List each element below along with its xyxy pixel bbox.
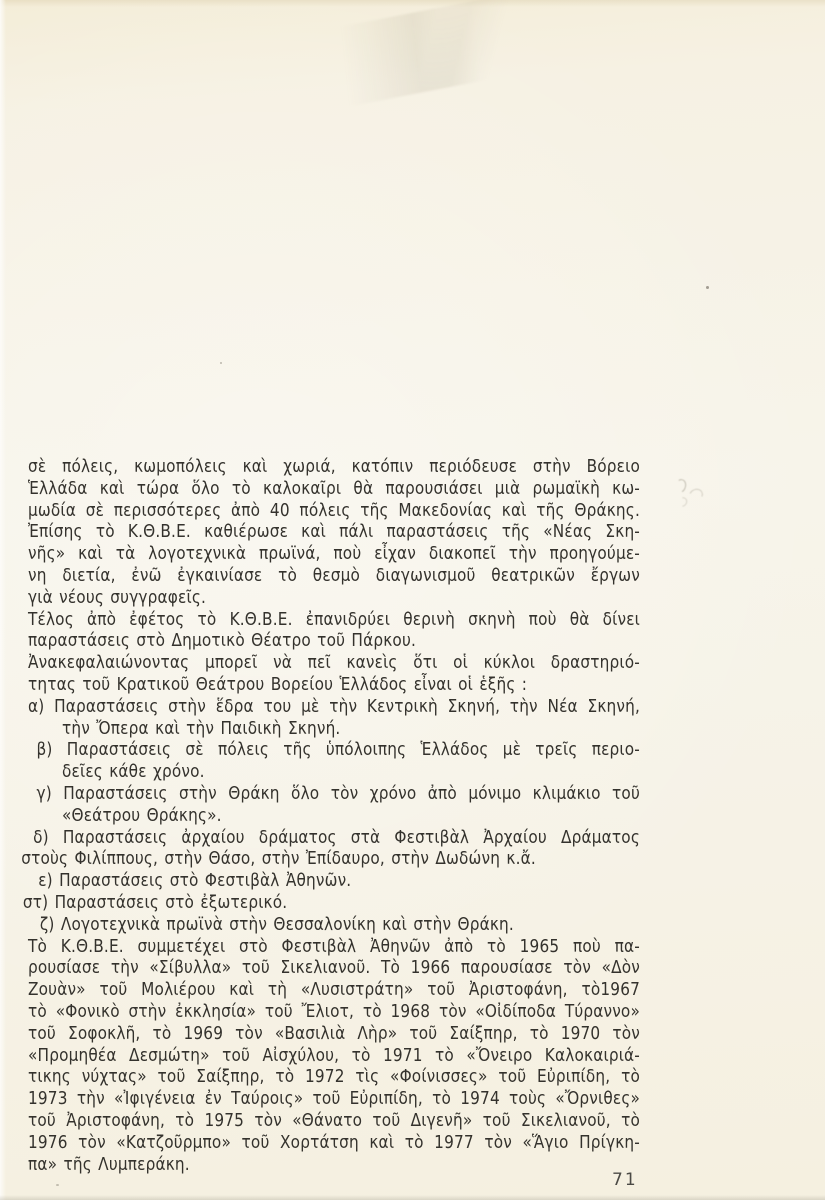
text-line: «Θεάτρου Θράκης».	[62, 804, 222, 826]
text-line: δ) Παραστάσεις ἀρχαίου δράματος στὰ Φεστιβὰλ Ἀρχαίου Δράματος	[33, 826, 641, 848]
paper-bottom-edge	[0, 1195, 825, 1200]
text-line: α) Παραστάσεις στὴν ἕδρα του μὲ τὴν Κεντρικὴ Σκηνή, τὴν Νέα Σκηνή,	[28, 695, 640, 717]
pencil-smudge	[240, 0, 579, 125]
text-line: ζ) Λογοτεχνικὰ πρωϊνὰ στὴν Θεσσαλονίκη καὶ στὴν Θράκη.	[39, 913, 514, 935]
text-line: παραστάσεις στὸ Δημοτικὸ Θέατρο τοῦ Πάρκου.	[28, 630, 417, 652]
text-line: 1976 τὸν «Κατζοῦρμπο» τοῦ Χορτάτση καὶ τὸ 1977 τὸν «Ἅγιο Πρίγκη-	[28, 1131, 640, 1153]
text-line: Ἐπίσης τὸ Κ.Θ.Β.Ε. καθιέρωσε καὶ πάλι παραστάσεις τῆς «Νέας Σκη-	[28, 521, 640, 543]
pencil-mark	[673, 477, 713, 509]
text-line: Τὸ Κ.Θ.Β.Ε. συμμετέχει στὸ Φεστιβὰλ Ἀθηνῶν ἀπὸ τὸ 1965 ποὺ πα-	[28, 935, 640, 957]
text-line: δεῖες κάθε χρόνο.	[62, 761, 205, 783]
text-line: Ζουὰν» τοῦ Μολιέρου καὶ τὴ «Λυσιστράτη» τοῦ Ἀριστοφάνη, τὸ1967	[28, 979, 640, 1001]
text-line: Ἑλλάδα καὶ τώρα ὅλο τὸ καλοκαῖρι θὰ παρουσιάσει μιὰ ρωμαϊκὴ κω-	[28, 477, 640, 499]
text-line: ρουσίασε τὴν «Σίβυλλα» τοῦ Σικελιανοῦ. Τὸ 1966 παρουσίασε τὸν «Δὸν	[28, 957, 640, 979]
paper-left-edge	[0, 0, 6, 1200]
text-line: ε) Παραστάσεις στὸ Φεστιβὰλ Ἀθηνῶν.	[38, 870, 352, 892]
text-line: τὸ «Φονικὸ στὴν ἐκκλησία» τοῦ Ἔλιοτ, τὸ 1968 τὸν «Οἰδίποδα Τύραννο»	[28, 1000, 640, 1022]
text-line: γ) Παραστάσεις στὴν Θράκη ὅλο τὸν χρόνο ἀπὸ μόνιμο κλιμάκιο τοῦ	[36, 782, 640, 804]
text-line: στοὺς Φιλίππους, στὴν Θάσο, στὴν Ἐπίδαυρο, στὴν Δωδώνη κ.ἄ.	[21, 848, 536, 870]
text-line: νη διετία, ἐνῶ ἐγκαινίασε τὸ θεσμὸ διαγωνισμοῦ θεατρικῶν ἔργων	[28, 564, 640, 586]
text-line: τικης νύχτας» τοῦ Σαίξπηρ, τὸ 1972 τὶς «Φοίνισσες» τοῦ Εὐριπίδη, τὸ	[28, 1066, 640, 1088]
text-line: στ) Παραστάσεις στὸ ἐξωτερικό.	[22, 891, 288, 913]
text-line: 1973 τὴν «Ἰφιγένεια ἐν Ταύροις» τοῦ Εὐριπίδη, τὸ 1974 τοὺς «Ὄρνιθες»	[28, 1088, 640, 1110]
text-line: νῆς» καὶ τὰ λογοτεχνικὰ πρωϊνά, ποὺ εἶχαν διακοπεῖ τὴν προηγούμε-	[28, 543, 640, 565]
page-number: 71	[612, 1170, 638, 1190]
text-line: γιὰ νέους συγγραφεῖς.	[28, 586, 207, 608]
body-text-block	[21, 456, 641, 1175]
paper-speck	[706, 286, 709, 289]
paper-speck	[220, 362, 222, 364]
text-line: β) Παραστάσεις σὲ πόλεις τῆς ὑπόλοιπης Ἑλλάδος μὲ τρεῖς περιο-	[36, 739, 640, 761]
paper-speck	[56, 1184, 59, 1186]
text-line: «Προμηθέα Δεσμώτη» τοῦ Αἰσχύλου, τὸ 1971 τὸ «Ὄνειρο Καλοκαιριά-	[28, 1044, 640, 1066]
text-line: τητας τοῦ Κρατικοῦ Θεάτρου Βορείου Ἑλλάδος εἶναι οἱ ἑξῆς :	[28, 673, 528, 695]
text-line: τὴν Ὄπερα καὶ τὴν Παιδικὴ Σκηνή.	[62, 717, 341, 739]
text-line: πα» τῆς Λυμπεράκη.	[28, 1153, 190, 1175]
text-line: σὲ πόλεις, κωμοπόλεις καὶ χωριά, κατόπιν περιόδευσε στὴν Βόρειο	[28, 456, 640, 477]
text-line: Ἀνακεφαλαιώνοντας μπορεῖ νὰ πεῖ κανεὶς ὅτι οἱ κύκλοι δραστηριό-	[28, 652, 640, 674]
text-line: τοῦ Σοφοκλῆ, τὸ 1969 τὸν «Βασιλιὰ Λὴρ» τοῦ Σαίξπηρ, τὸ 1970 τὸν	[28, 1022, 640, 1044]
paper-top-edge	[0, 0, 825, 7]
text-line: Τέλος ἀπὸ ἐφέτος τὸ Κ.Θ.Β.Ε. ἐπανιδρύει θερινὴ σκηνὴ ποὺ θὰ δίνει	[28, 608, 640, 630]
text-line: τοῦ Ἀριστοφάνη, τὸ 1975 τὸν «Θάνατο τοῦ Διγενῆ» τοῦ Σικελιανοῦ, τὸ	[28, 1109, 640, 1131]
text-line: μωδία σὲ περισσότερες ἀπὸ 40 πόλεις τῆς Μακεδονίας καὶ τῆς Θράκης.	[28, 499, 640, 521]
